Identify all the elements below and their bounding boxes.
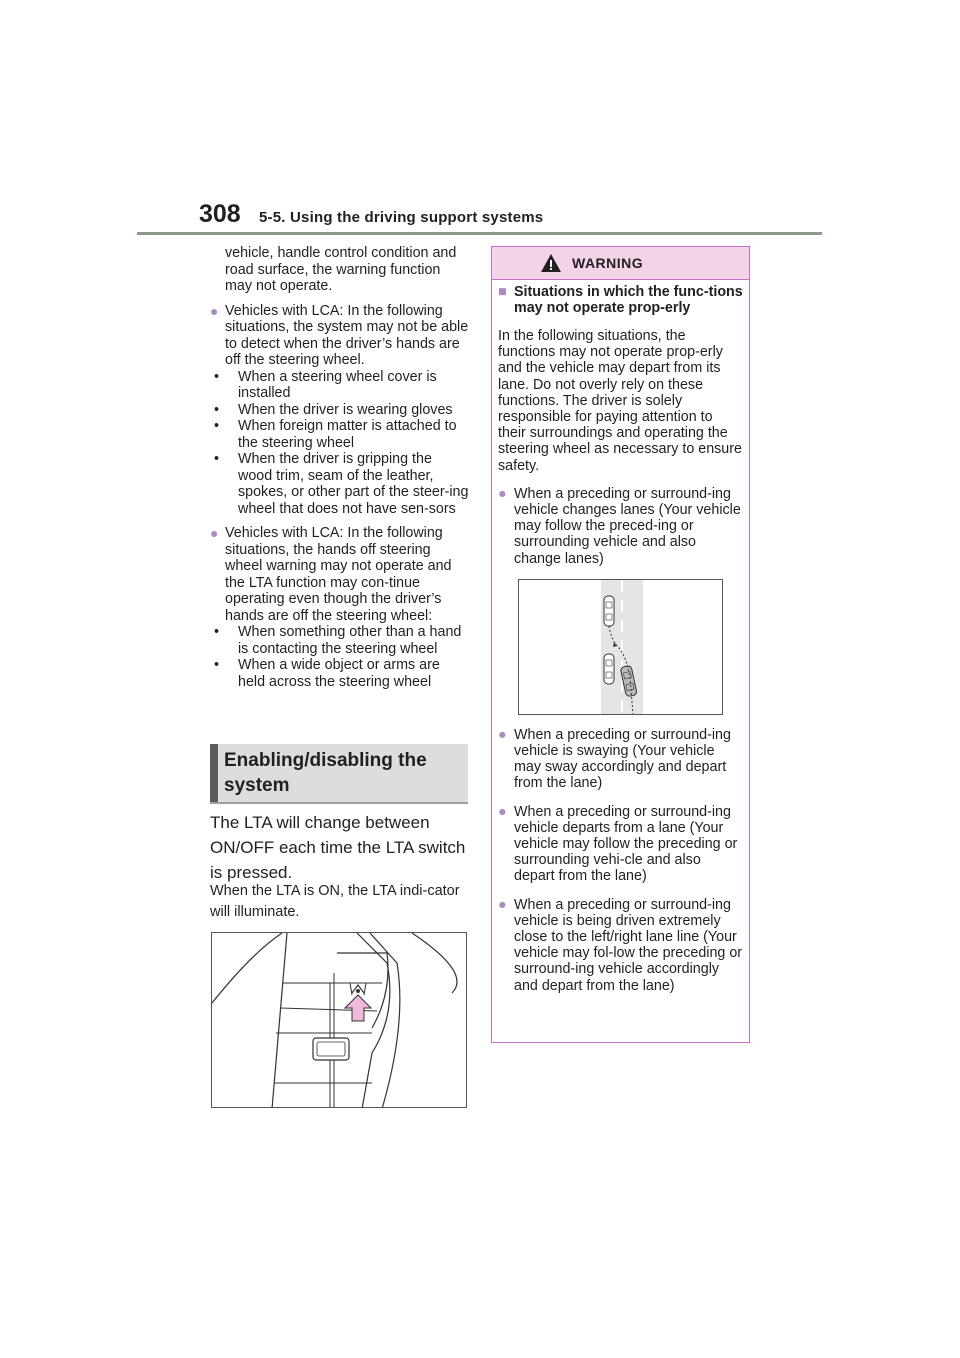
section-note-text: When the LTA is ON, the LTA indi-cator will illuminate. — [210, 883, 460, 920]
continuation-text: vehicle, handle control condition and road surface, the warning function may not operate. — [225, 245, 457, 294]
warning-bullet: ● When a preceding or surround-ing vehicle departs from a lane (Your vehicle may follow the preceding or surrounding vehi-cle and also depart from the lane) — [498, 803, 738, 885]
warning-title: WARNING — [572, 255, 644, 271]
sub-item: • When a steering wheel cover is installed — [214, 368, 437, 401]
sub-item: • When a wide object or arms are held across the steering wheel — [214, 657, 440, 690]
lta-indicator-icon — [350, 983, 366, 995]
section-lead-text: The LTA will change between ON/OFF each time the LTA switch is pressed. — [210, 813, 466, 882]
press-arrow-icon — [345, 995, 371, 1021]
circle-bullet-icon: ● — [498, 726, 507, 743]
square-bullet-icon: ■ — [498, 284, 507, 300]
sub-item: • When the driver is wearing gloves — [214, 401, 453, 418]
lane-change-drawing — [519, 580, 722, 714]
sub-item: • When foreign matter is attached to the steering wheel — [214, 418, 457, 451]
sub-item: • When something other than a hand is contacting the steering wheel — [214, 624, 462, 657]
warning-intro: In the following situations, the functions may not operate prop-erly and the vehicle may depart from its lane. Do not overly rely on these functions. The driver is solely responsible for paying attention to their surroundings and operating the steering wheel as necessary to ensure safety. — [498, 328, 742, 474]
left-column — [210, 245, 470, 698]
warning-bullet: ● When a preceding or surround-ing vehicle is being driven extremely close to the left/right lane line (Your vehicle may fol-low the preceding or surround-ing vehicle accordingly and depart from the lane) — [498, 896, 743, 994]
bullet-item — [210, 303, 470, 518]
lta-switch-illustration — [211, 932, 467, 1108]
circle-bullet-icon: ● — [498, 896, 507, 913]
warning-bullet: ● When a preceding or surround-ing vehicle changes lanes (Your vehicle may follow the preced-ing or surrounding vehicle and also change lanes) — [498, 485, 741, 567]
sub-item: • When the driver is gripping the wood trim, seam of the leather, spokes, or other part of the steer-ing wheel that does not have sen-sors — [214, 451, 469, 517]
bullet-text: Vehicles with LCA: In the following situations, the hands off steering wheel warning may not operate and the LTA function may con-tinue operating even though the driver’s hands are off the steering wheel: — [225, 525, 452, 624]
section-heading-box — [210, 744, 468, 804]
circle-bullet-icon: ● — [498, 485, 507, 502]
bullet-item — [210, 525, 470, 690]
warning-triangle-icon — [540, 253, 562, 273]
header-divider — [137, 232, 822, 235]
circle-bullet-icon: ● — [210, 525, 219, 541]
section-header-title: 5-5. Using the driving support systems — [259, 209, 544, 226]
warning-box — [491, 246, 750, 1043]
page-number: 308 — [199, 200, 241, 228]
preceding-vehicle-icon — [604, 596, 614, 626]
circle-bullet-icon: ● — [210, 302, 219, 319]
warning-bullet: ● When a preceding or surround-ing vehicle is swaying (Your vehicle may sway accordingly and depart from the lane) — [498, 726, 731, 792]
circle-bullet-icon: ● — [498, 803, 507, 820]
own-vehicle-icon — [604, 654, 614, 684]
bullet-text: Vehicles with LCA: In the following situations, the system may not be able to detect when the driver’s hands are off the steering wheel. — [225, 302, 469, 368]
lane-change-illustration — [518, 579, 723, 715]
warning-heading: ■ Situations in which the func-tions may not operate prop-erly — [498, 284, 743, 316]
section-title: Enabling/disabling the system — [224, 750, 427, 796]
section-heading-bar — [210, 744, 218, 802]
warning-header — [492, 247, 749, 280]
lta-switch-drawing — [212, 933, 467, 1108]
